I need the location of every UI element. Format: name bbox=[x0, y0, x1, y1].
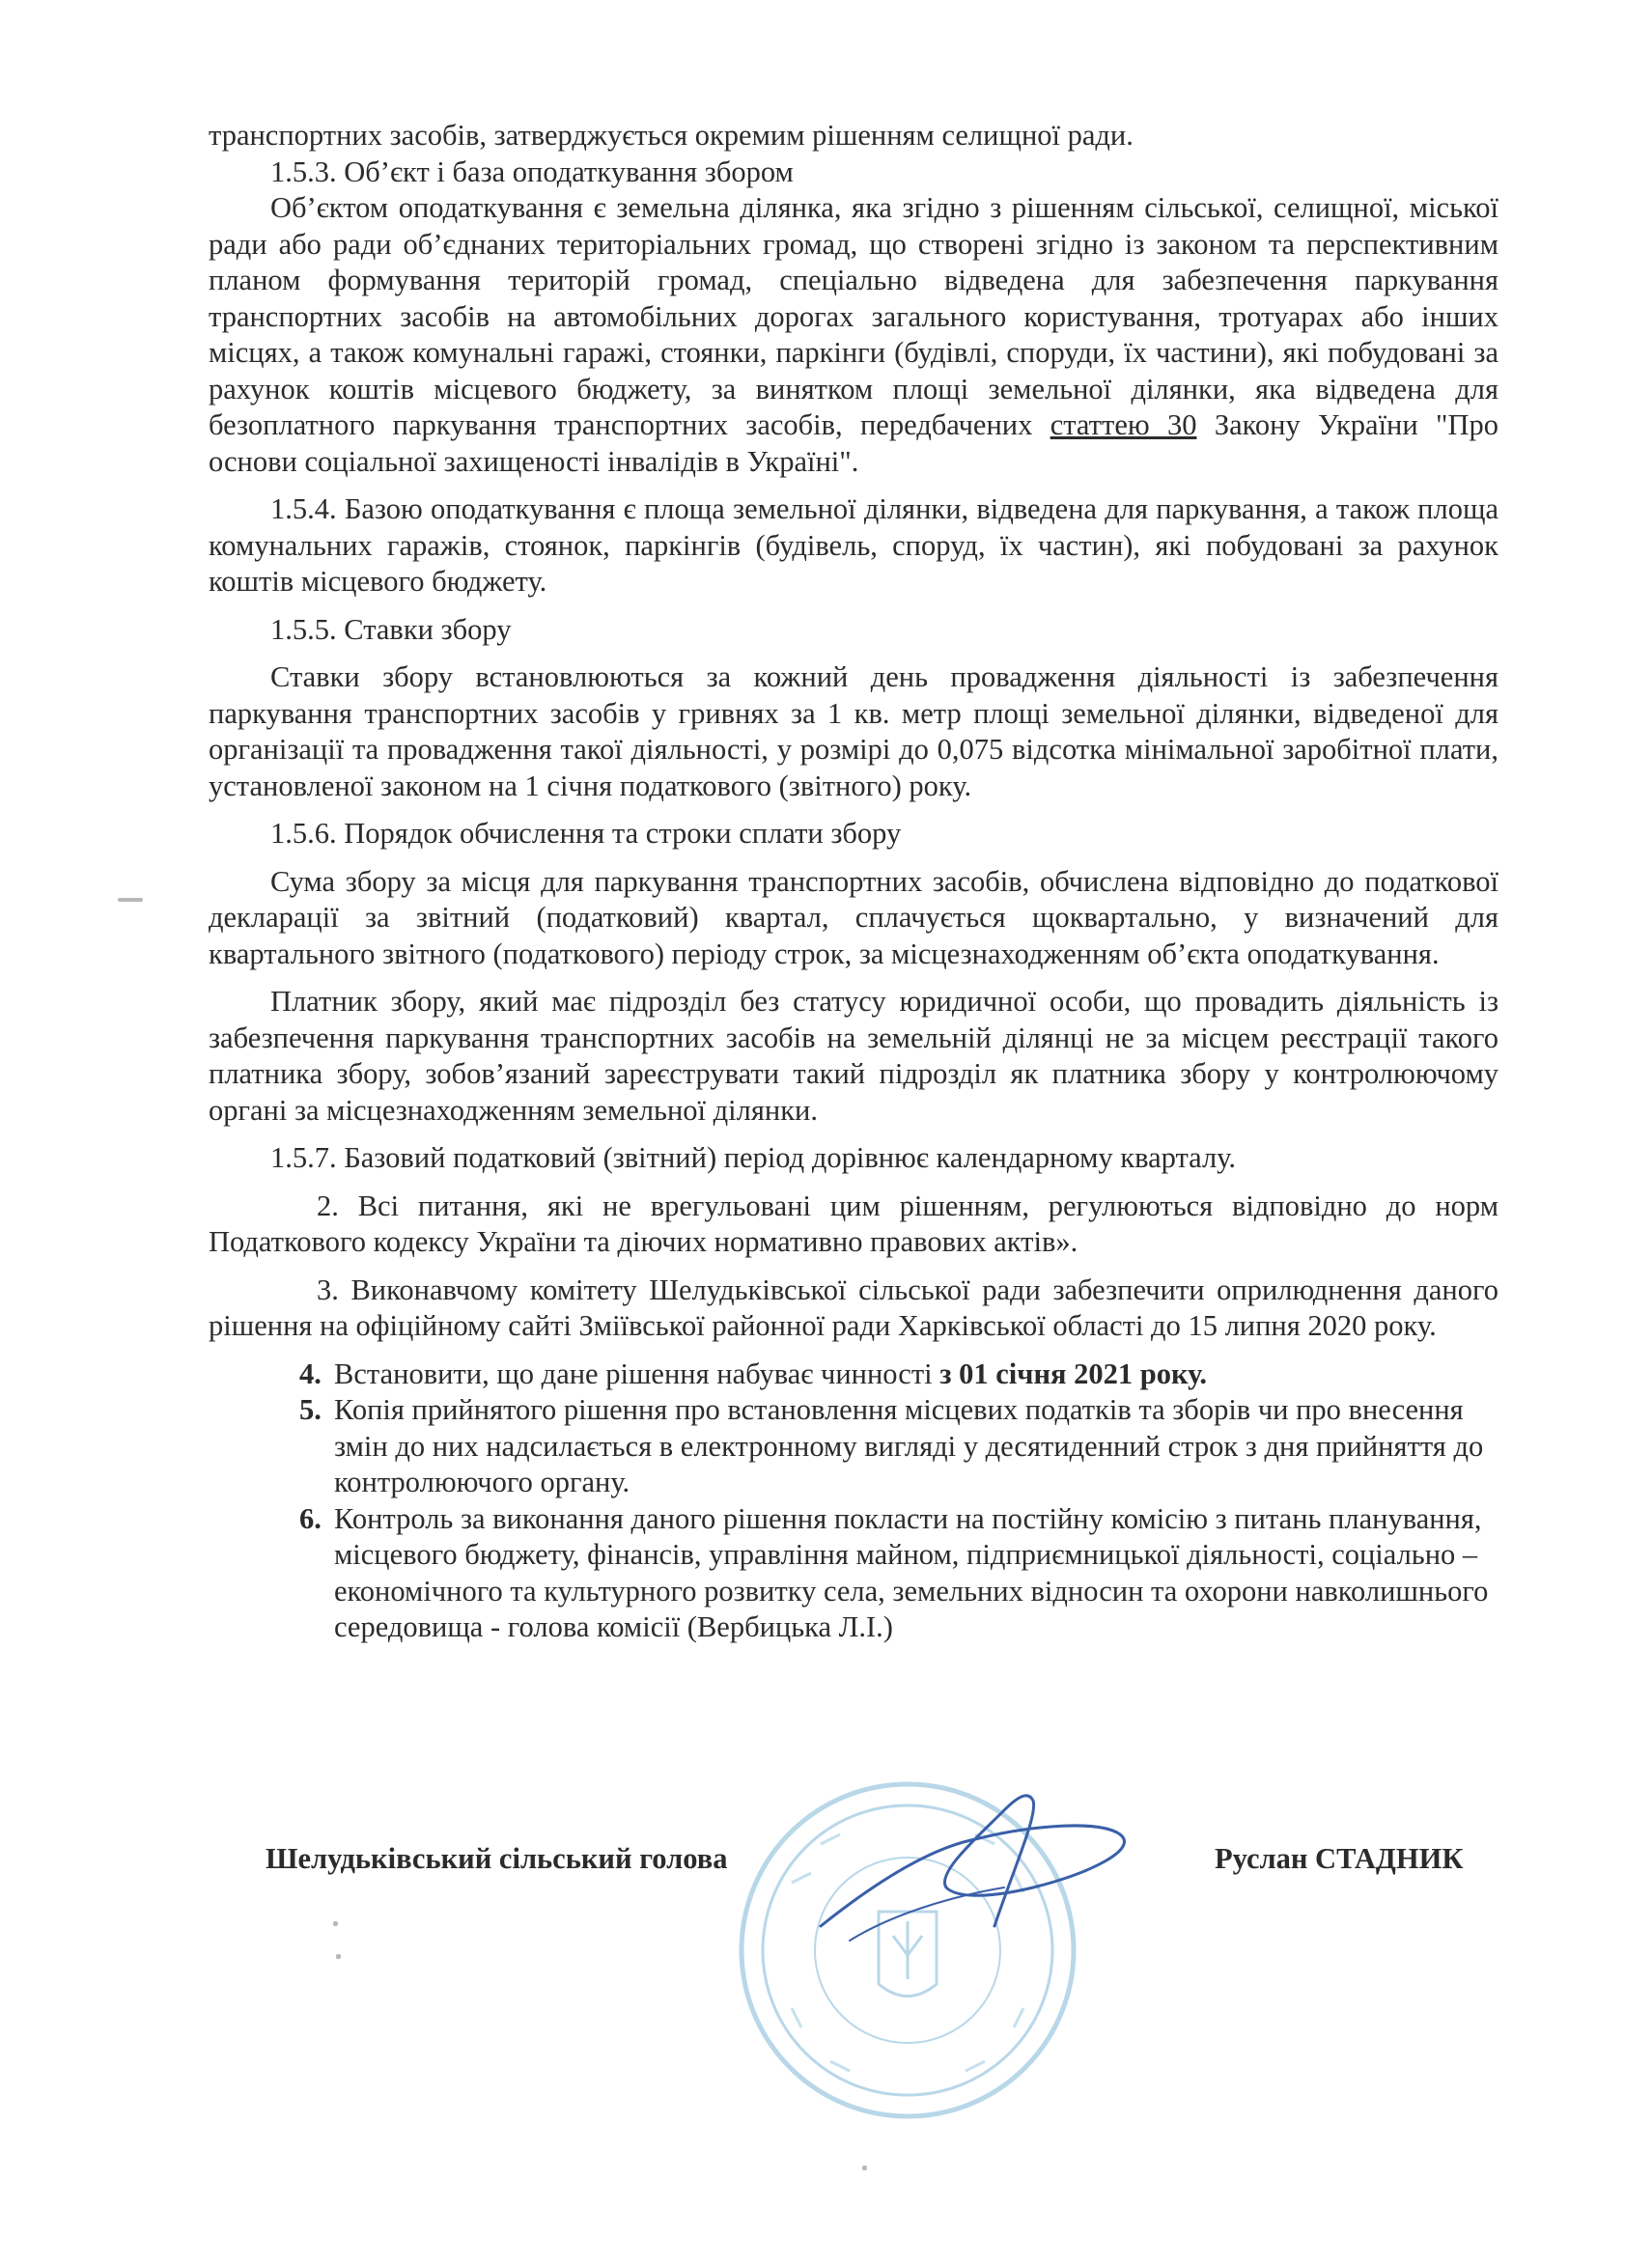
list-item bbox=[299, 1356, 1498, 1393]
section-heading-1-5-3: 1.5.3. Об’єкт і база оподаткування збором bbox=[270, 154, 794, 188]
paragraph-continuation: транспортних засобів, затверджується окремим рішенням селищної ради. bbox=[209, 119, 1134, 152]
paragraph-payment-order: Сума збору за місця для паркування транспортних засобів, обчислена відповідно до податкової декларації за звітний (податковий) квартал, сплачується щоквартально, у визначений для квартального звітного (податкового) періоду строк, за місцезнаходженням об’єкта оподаткування. bbox=[209, 864, 1498, 970]
list-text: Контроль за виконання даного рішення покласти на постійну комісію з питань планування, місцевого бюджету, фінансів, управління майном, підприємницької діяльності, соціально – економічного та культурного розвитку села, земельних відносин та охорони навколишнього середовища - голова комісії (Вербицька Л.І.) bbox=[334, 1501, 1489, 1643]
signature-title: Шелудьківський сільський голова bbox=[266, 1842, 728, 1875]
numbered-list bbox=[209, 1356, 1498, 1646]
paragraph-item-3: 3. Виконавчому комітету Шелудьківської сільської ради забезпечити оприлюднення даного рішення на офіційному сайті Зміївської районної ради Харківської області до 15 липня 2020 року. bbox=[209, 1272, 1498, 1342]
scan-mark bbox=[118, 898, 143, 902]
document-body bbox=[209, 118, 1498, 1646]
paragraph-text: Об’єктом оподаткування є земельна ділянка, яка згідно з рішенням сільської, селищної, міської ради або ради об’єднаних територіальних громад, що створені згідно із законом та перспективним планом формування територій громад, спеціально відведена для забезпечення паркування транспортних засобів на автомобільних дорогах загального користування, тротуарах або інших місцях, а також комунальні гаражі, стоянки, паркінги (будівлі, споруди, їх частини), які побудовані за рахунок коштів місцевого бюджету, за винятком площі земельної ділянки, яка відведена для безоплатного паркування транспортних засобів, передбачених bbox=[209, 191, 1498, 441]
scan-mark bbox=[333, 1921, 338, 1926]
list-item bbox=[299, 1501, 1498, 1646]
paragraph-item-2: 2. Всі питання, які не врегульовані цим рішенням, регулюються відповідно до норм Податкового кодексу України та діючих нормативно правових актів». bbox=[209, 1188, 1498, 1258]
list-item bbox=[299, 1392, 1498, 1501]
paragraph-text: Закону України "Про основи соціальної захищеності інвалідів в Україні". bbox=[209, 408, 1498, 478]
paragraph-payer-subdivision: Платник збору, який має підрозділ без статусу юридичної особи, що провадить діяльність із забезпечення паркування транспортних засобів на земельній ділянці не за місцем реєстрації такого платника збору, зобов’язаний зареєструвати такий підрозділ як платника збору у контролюючому органі за місцезнаходженням земельної ділянки. bbox=[209, 985, 1498, 1127]
list-text: Копія прийнятого рішення про встановлення місцевих податків та зборів чи про внесення змін до них надсилається в електронному вигляді у десятиденний строк з дня прийняття до контролюючого органу. bbox=[334, 1393, 1484, 1498]
paragraph-base-period: 1.5.7. Базовий податковий (звітний) період дорівнює календарному кварталу. bbox=[270, 1141, 1237, 1174]
paragraph-object-of-taxation bbox=[209, 190, 1498, 480]
section-heading-1-5-5: 1.5.5. Ставки збору bbox=[270, 612, 512, 646]
paragraph-tax-base: 1.5.4. Базою оподаткування є площа земельної ділянки, відведена для паркування, а також площа комунальних гаражів, стоянок, паркінгів (будівель, споруд, їх частин), які побудовані за рахунок коштів місцевого бюджету. bbox=[209, 492, 1498, 598]
list-number: 6. bbox=[299, 1501, 322, 1535]
list-number: 5. bbox=[299, 1393, 322, 1426]
list-text-bold: з 01 січня 2021 року. bbox=[939, 1356, 1207, 1390]
scan-mark bbox=[862, 2166, 867, 2170]
scan-mark bbox=[336, 1954, 341, 1959]
handwritten-signature bbox=[811, 1781, 1159, 1955]
list-text: Встановити, що дане рішення набуває чинності bbox=[334, 1356, 940, 1390]
paragraph-rates: Ставки збору встановлюються за кожний день провадження діяльності із забезпечення паркування транспортних засобів у гривнях за 1 кв. метр площі земельної ділянки, відведеної для організації та провадження такої діяльності, у розмірі до 0,075 відсотка мінімальної заробітної плати, установленої законом на 1 січня податкового (звітного) року. bbox=[209, 660, 1498, 802]
law-article-link[interactable]: статтею 30 bbox=[1050, 408, 1197, 441]
section-heading-1-5-6: 1.5.6. Порядок обчислення та строки сплати збору bbox=[270, 817, 902, 850]
list-number: 4. bbox=[299, 1356, 322, 1390]
signature-name: Руслан СТАДНИК bbox=[1215, 1842, 1464, 1875]
